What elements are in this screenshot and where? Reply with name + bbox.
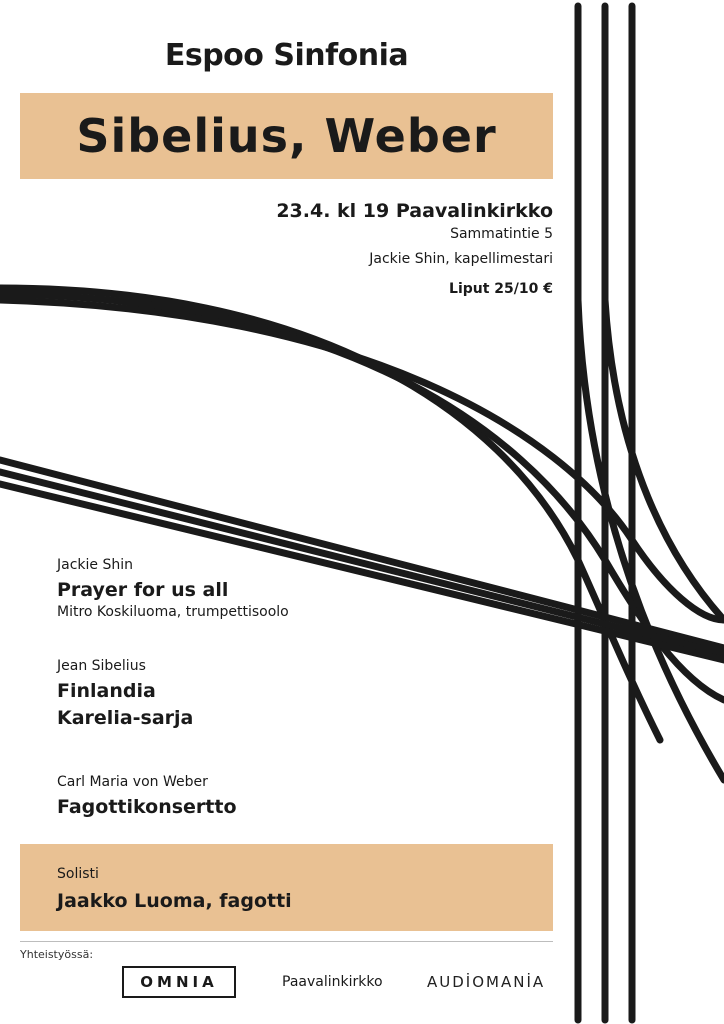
composer-name: Jackie Shin — [57, 557, 133, 573]
soloist-label: Solisti — [57, 866, 99, 882]
event-datetime-venue: 23.4. kl 19 Paavalinkirkko — [276, 200, 553, 222]
soloist-band — [20, 844, 553, 931]
program-item — [57, 658, 557, 732]
work-title: Fagottikonsertto — [57, 796, 237, 818]
branch-curve-1 — [578, 300, 724, 780]
branch-curve-2 — [605, 300, 724, 620]
footer-divider — [20, 941, 553, 942]
event-tickets: Liput 25/10 € — [449, 281, 553, 297]
work-title: Karelia-sarja — [57, 707, 194, 729]
concert-title: Sibelius, Weber — [76, 109, 497, 163]
work-title: Finlandia — [57, 680, 156, 702]
audiomania-logo: AUDİOMANİA — [427, 973, 546, 991]
work-note: Mitro Koskiluoma, trumpettisoolo — [57, 604, 289, 620]
omnia-logo-text: OMNIA — [140, 973, 218, 991]
cooperation-label: Yhteistyössä: — [20, 948, 94, 961]
soloist-name: Jaakko Luoma, fagotti — [57, 890, 292, 912]
paavalinkirkko-logo: Paavalinkirkko — [282, 974, 383, 990]
work-title: Prayer for us all — [57, 579, 229, 601]
event-conductor: Jackie Shin, kapellimestari — [369, 251, 553, 267]
program-item — [57, 774, 557, 821]
composer-name: Carl Maria von Weber — [57, 774, 208, 790]
event-details — [193, 200, 553, 297]
composer-name: Jean Sibelius — [57, 658, 146, 674]
event-address: Sammatintie 5 — [450, 226, 553, 242]
title-band — [20, 93, 553, 179]
omnia-logo — [122, 966, 236, 998]
program-item — [57, 557, 557, 620]
organization-name: Espoo Sinfonia — [164, 38, 409, 73]
